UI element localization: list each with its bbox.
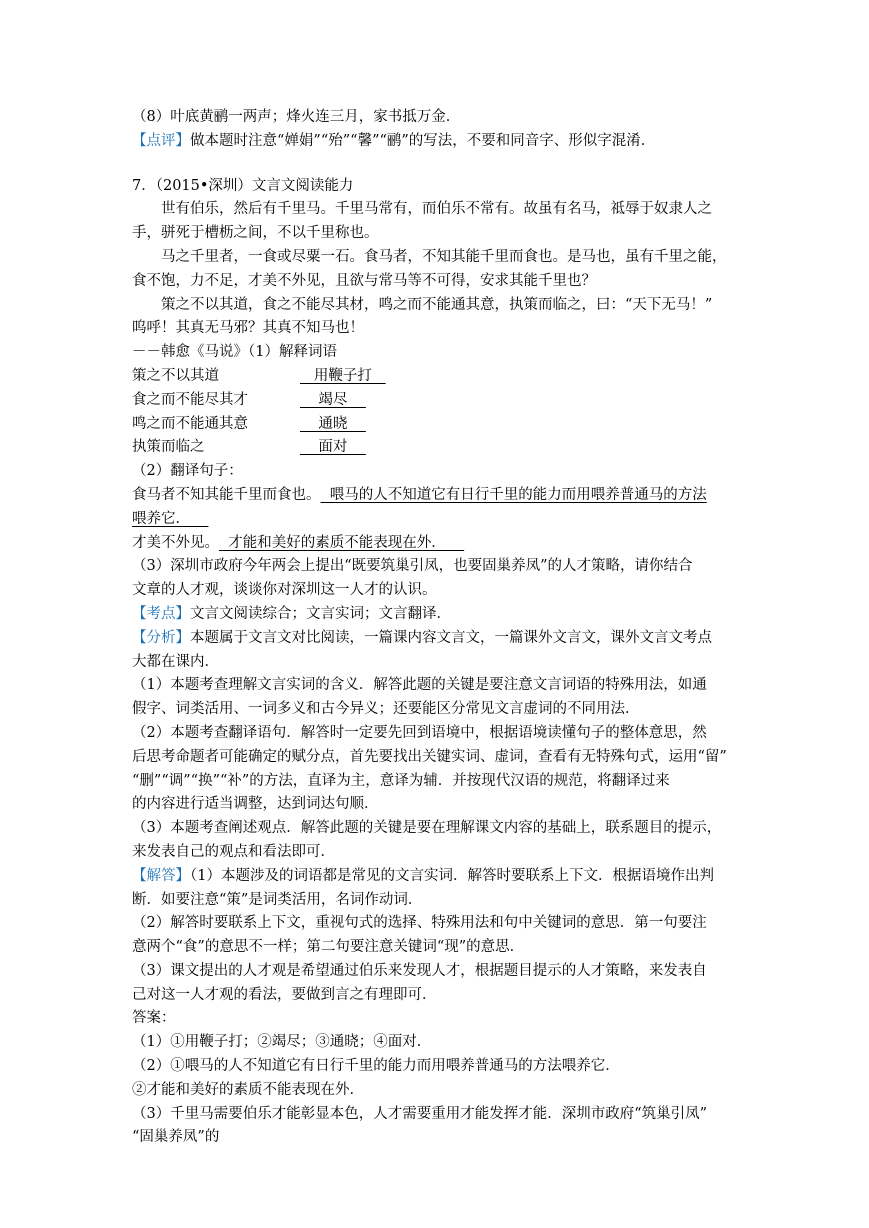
fenxi-line: 后思考命题者可能确定的赋分点，首先要找出关键实词、虚词，查看有无特殊句式，运用“留” bbox=[132, 748, 727, 765]
vocab-answer: 竭尽 bbox=[300, 391, 366, 408]
kaodian-paragraph bbox=[132, 603, 738, 627]
jieda-line: （1）①用鞭子打；②竭尽；③通晓；④面对． bbox=[132, 1034, 432, 1051]
translate-2-line bbox=[132, 532, 738, 556]
fenxi-line: 假字、词类活用、一词多义和古今异义；还要能区分常见文言虚词的不同用法． bbox=[132, 701, 640, 718]
jieda-line: （3）课文提出的人才观是希望通过伯乐来发现人才，根据题目提示的人才策略，来发表自 bbox=[132, 962, 707, 979]
fenxi-line: “删”“调”“换”“补”的方法，直译为主，意译为辅．并按现代汉语的规范，将翻译过来 bbox=[132, 772, 670, 789]
passage-line: 马之千里者，一食或尽粟一石。食马者，不知其能千里而食也。是马也，虽有千里之能， bbox=[161, 248, 727, 265]
kaodian-tag: 【考点】 bbox=[132, 605, 190, 622]
translate-1-answer-cont: 喂养它． bbox=[132, 510, 209, 527]
fenxi-line: 大都在课内． bbox=[132, 653, 219, 670]
jieda-line: （2）①喂马的人不知道它有日行千里的能力而用喂养普通马的方法喂养它． bbox=[132, 1058, 620, 1075]
vocab-row bbox=[132, 413, 738, 437]
question-3-line: （3）深圳市政府今年两会上提出“既要筑巢引凤，也要固巢养凤”的人才策略，请你结合 bbox=[132, 558, 693, 575]
vocab-term: 鸣之而不能通其意 bbox=[132, 415, 248, 432]
source-line: －－韩愈《马说》（1）解释词语 bbox=[132, 344, 337, 361]
vocab-term: 执策而临之 bbox=[132, 439, 205, 456]
jieda-line: （2）解答时要联系上下文，重视句式的选择、特殊用法和句中关键词的意思．第一句要注 bbox=[132, 915, 707, 932]
passage-line: 食不饱，力不足，才美不外见，且欲与常马等不可得，安求其能千里也？ bbox=[132, 272, 596, 289]
answer-line-8: （8）叶底黄鹂一两声；烽火连三月，家书抵万金． bbox=[132, 109, 461, 125]
fenxi-line: （2）本题考查翻译语句．解答时一定要先回到语境中，根据语境读懂句子的整体意思，然 bbox=[132, 724, 707, 741]
passage-line: 呜呼！其真无马邪？其真不知马也！ bbox=[132, 320, 364, 337]
jieda-line: （3）千里马需要伯乐才能彰显本色，人才需要重用才能发挥才能．深圳市政府“筑巢引凤” bbox=[132, 1105, 708, 1122]
vocab-row bbox=[132, 365, 738, 389]
translate-1-line bbox=[132, 484, 738, 508]
question-7-title: 7．（2015•深圳）文言文阅读能力 bbox=[132, 177, 354, 194]
jieda-line: 断．如要注意“策”是词类活用，名词作动词． bbox=[132, 891, 423, 908]
vocab-term: 策之不以其道 bbox=[132, 367, 219, 384]
jieda-line: 答案： bbox=[132, 1010, 176, 1027]
jieda-tag: 【解答】 bbox=[132, 867, 190, 884]
translate-2-answer: 才能和美好的素质不能表现在外． bbox=[219, 534, 465, 551]
jieda-line: 己对这一人才观的看法，要做到言之有理即可． bbox=[132, 986, 437, 1003]
passage-line: 手，骈死于槽枥之间，不以千里称也。 bbox=[132, 225, 379, 242]
fenxi-line: 的内容进行适当调整，达到词达句顺． bbox=[132, 796, 379, 813]
translate-1-answer: 喂马的人不知道它有日行千里的能力而用喂养普通马的方法 bbox=[320, 486, 707, 503]
translate-heading: （2）翻译句子： bbox=[132, 463, 243, 480]
jieda-line: 意两个“食”的意思不一样；第二句要注意关键词“现”的意思． bbox=[132, 939, 525, 956]
vocab-row bbox=[132, 389, 738, 413]
jieda-line: “固巢养凤”的 bbox=[132, 1129, 220, 1146]
document-body bbox=[132, 106, 738, 1150]
fenxi-tag: 【分析】 bbox=[132, 629, 190, 646]
comment-paragraph bbox=[132, 130, 738, 154]
fenxi-line: 来发表自己的观点和看法即可． bbox=[132, 843, 335, 860]
passage-line: 策之不以其道，食之不能尽其材，鸣之而不能通其意，执策而临之，曰：“天下无马！” bbox=[161, 296, 713, 313]
jieda-text: （1）本题涉及的词语都是常见的文言实词．解答时要联系上下文．根据语境作出判 bbox=[190, 867, 714, 884]
vocab-answer: 通晓 bbox=[300, 415, 366, 432]
translate-1-prefix: 食马者不知其能千里而食也。 bbox=[132, 486, 321, 503]
translate-2-prefix: 才美不外见。 bbox=[132, 534, 219, 551]
vocab-row bbox=[132, 436, 738, 460]
fenxi-line: （1）本题考查理解文言实词的含义．解答此题的关键是要注意文言词语的特殊用法，如通 bbox=[132, 677, 707, 694]
kaodian-text: 文言文阅读综合；文言实词；文言翻译． bbox=[190, 605, 451, 622]
translate-1-cont bbox=[132, 508, 738, 532]
jieda-line: ②才能和美好的素质不能表现在外． bbox=[132, 1081, 364, 1098]
vocab-answer: 面对 bbox=[300, 439, 366, 456]
passage-line: 世有伯乐，然后有千里马。千里马常有，而伯乐不常有。故虽有名马，祗辱于奴隶人之 bbox=[161, 201, 712, 218]
question-3-line: 文章的人才观，谈谈你对深圳这一人才的认识。 bbox=[132, 582, 437, 599]
jieda-paragraph bbox=[132, 865, 738, 889]
fenxi-text: 本题属于文言文对比阅读，一篇课内容文言文，一篇课外文言文，课外文言文考点 bbox=[190, 629, 712, 646]
comment-text: 做本题时注意“婵娟”“殆”“馨”“鹂”的写法，不要和同音字、形似字混淆． bbox=[190, 132, 656, 149]
fenxi-paragraph bbox=[132, 627, 738, 651]
spacer bbox=[132, 154, 738, 175]
vocab-answer: 用鞭子打 bbox=[300, 367, 386, 384]
fenxi-line: （3）本题考查阐述观点．解答此题的关键是要在理解课文内容的基础上，联系题目的提示， bbox=[132, 820, 722, 837]
vocab-term: 食之而不能尽其才 bbox=[132, 391, 248, 408]
comment-tag: 【点评】 bbox=[132, 132, 190, 149]
